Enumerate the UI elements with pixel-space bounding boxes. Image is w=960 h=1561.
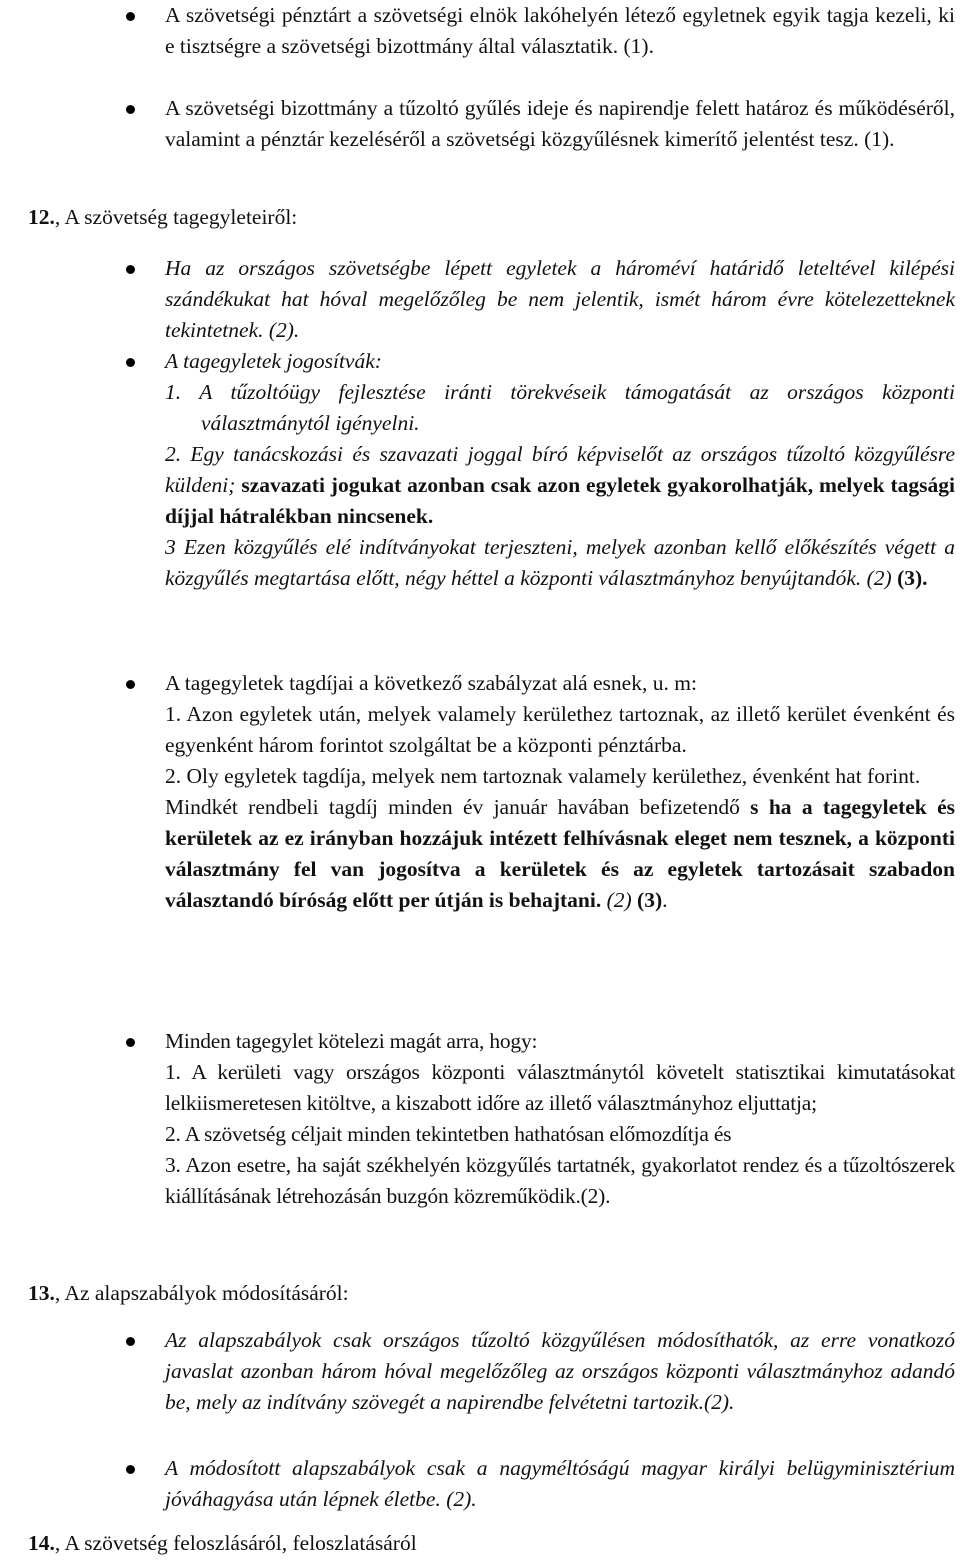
s12-obligations-block: Minden tagegylet kötelezi magát arra, hogy: 1. A kerületi vagy országos központi választmánytól követelt statisztikai kimutatásokat lelkiismeretesen kitöltve, a kiszabott időre az illető választmányhoz eljuttatja; 2. A szövetség céljait minden tekintetben hathatósan előmozdítja és 3. Azon esetre, ha saját székhelyén közgyűlés tartatnék, gyakorlatot rendez és a tűzoltószerek kiállításának létrehozásán buzgón közreműködik.(2).	[165, 1029, 955, 1208]
bullet-dot	[126, 358, 135, 367]
bullet-dot	[126, 1337, 135, 1346]
s12-rights-block: A tagegyletek jogosítvák: 1. A tűzoltóügy fejlesztése iránti törekvéseik támogatását az országos központi választmánytól igényelni. 2. Egy tanácskozási és szavazati joggal bíró képviselőt az országos tűzoltó közgyűlésre küldeni; szavazati jogukat azonban csak azon egyletek gyakorolhatják, melyek tagsági díjjal hátralékban nincsenek. 3 Ezen közgyűlés elé indítványokat terjeszteni, melyek azonban kellő előkészítés végett a közgyűlés megtartása előtt, négy héttel a központi választmányhoz benyújtandók. (2) (3).	[165, 346, 955, 594]
bullet-dot	[126, 680, 135, 689]
s12-right-3: 3 Ezen közgyűlés elé indítványokat terjeszteni, melyek azonban kellő előkészítés végett a közgyűlés megtartása előtt, négy héttel a központi választmányhoz benyújtandók. (2) (3).	[165, 535, 955, 590]
bullet-dot	[126, 1038, 135, 1047]
bullet-dot	[126, 1465, 135, 1474]
section-13-heading: 13., Az alapszabályok módosításáról:	[28, 1281, 349, 1305]
s12-right-2: 2. Egy tanácskozási és szavazati joggal bíró képviselőt az országos tűzoltó közgyűlésre küldeni; szavazati jogukat azonban csak azon egyletek gyakorolhatják, melyek tagsági díjjal hátralékban nincsenek.	[165, 442, 955, 528]
section-12-heading: 12., A szövetség tagegyleteiről:	[28, 205, 298, 229]
s13-paragraph-1: Az alapszabályok csak országos tűzoltó közgyűlésen módosíthatók, az erre vonatkozó javaslat azonban három hóval megelőzőleg az országos központi választmányhoz adandó be, mely az indítvány szövegét a napirendbe felvétetni tartozik.(2).	[165, 1328, 955, 1414]
top-bullet-1: A szövetségi pénztárt a szövetségi elnök lakóhelyén létező egyletnek egyik tagja kezeli, ki e tisztségre a szövetségi bizottmány által választatik. (1).	[165, 3, 955, 58]
s13-paragraph-2: A módosított alapszabályok csak a nagyméltóságú magyar királyi belügyminisztérium jóváhagyása után lépnek életbe. (2).	[165, 1456, 955, 1511]
bullet-dot	[126, 105, 135, 114]
s12-fees-note: Mindkét rendbeli tagdíj minden év január havában befizetendő s ha a tagegyletek és kerületek az ez irányban hozzájuk intézett felhívásnak eleget nem tesznek, a központi választmány fel van jogosítva a kerületek és az egyletek tartozásait szabadon választandó bíróság előtt per útján is behajtani. (2) (3).	[165, 795, 955, 912]
s12-fees-block: A tagegyletek tagdíjai a következő szabályzat alá esnek, u. m: 1. Azon egyletek után, melyek valamely kerülethez tartoznak, az illető kerület évenként és egyenként három forintot szolgáltat be a központi pénztárba. 2. Oly egyletek tagdíja, melyek nem tartoznak valamely kerülethez, évenként hat forint. Mindkét rendbeli tagdíj minden év január havában befizetendő s ha a tagegyletek és kerületek az ez irányban hozzájuk intézett felhívásnak eleget nem tesznek, a központi választmány fel van jogosítva a kerületek és az egyletek tartozásait szabadon választandó bíróság előtt per útján is behajtani. (2) (3).	[165, 668, 955, 916]
bullet-dot	[126, 12, 135, 21]
bullet-dot	[126, 265, 135, 274]
section-14-heading: 14., A szövetség feloszlásáról, feloszlatásáról	[28, 1531, 417, 1555]
top-bullet-2: A szövetségi bizottmány a tűzoltó gyűlés ideje és napirendje felett határoz és működéséről, valamint a pénztár kezeléséről a szövetségi közgyűlésnek kimerítő jelentést tesz. (1).	[165, 96, 955, 151]
s12-paragraph-1: Ha az országos szövetségbe lépett egyletek a hároméví határidő leteltével kilépési szándékukat hat hóval megelőzőleg be nem jelentik, ismét három évre kötelezetteknek tekintetnek. (2).	[165, 256, 955, 342]
